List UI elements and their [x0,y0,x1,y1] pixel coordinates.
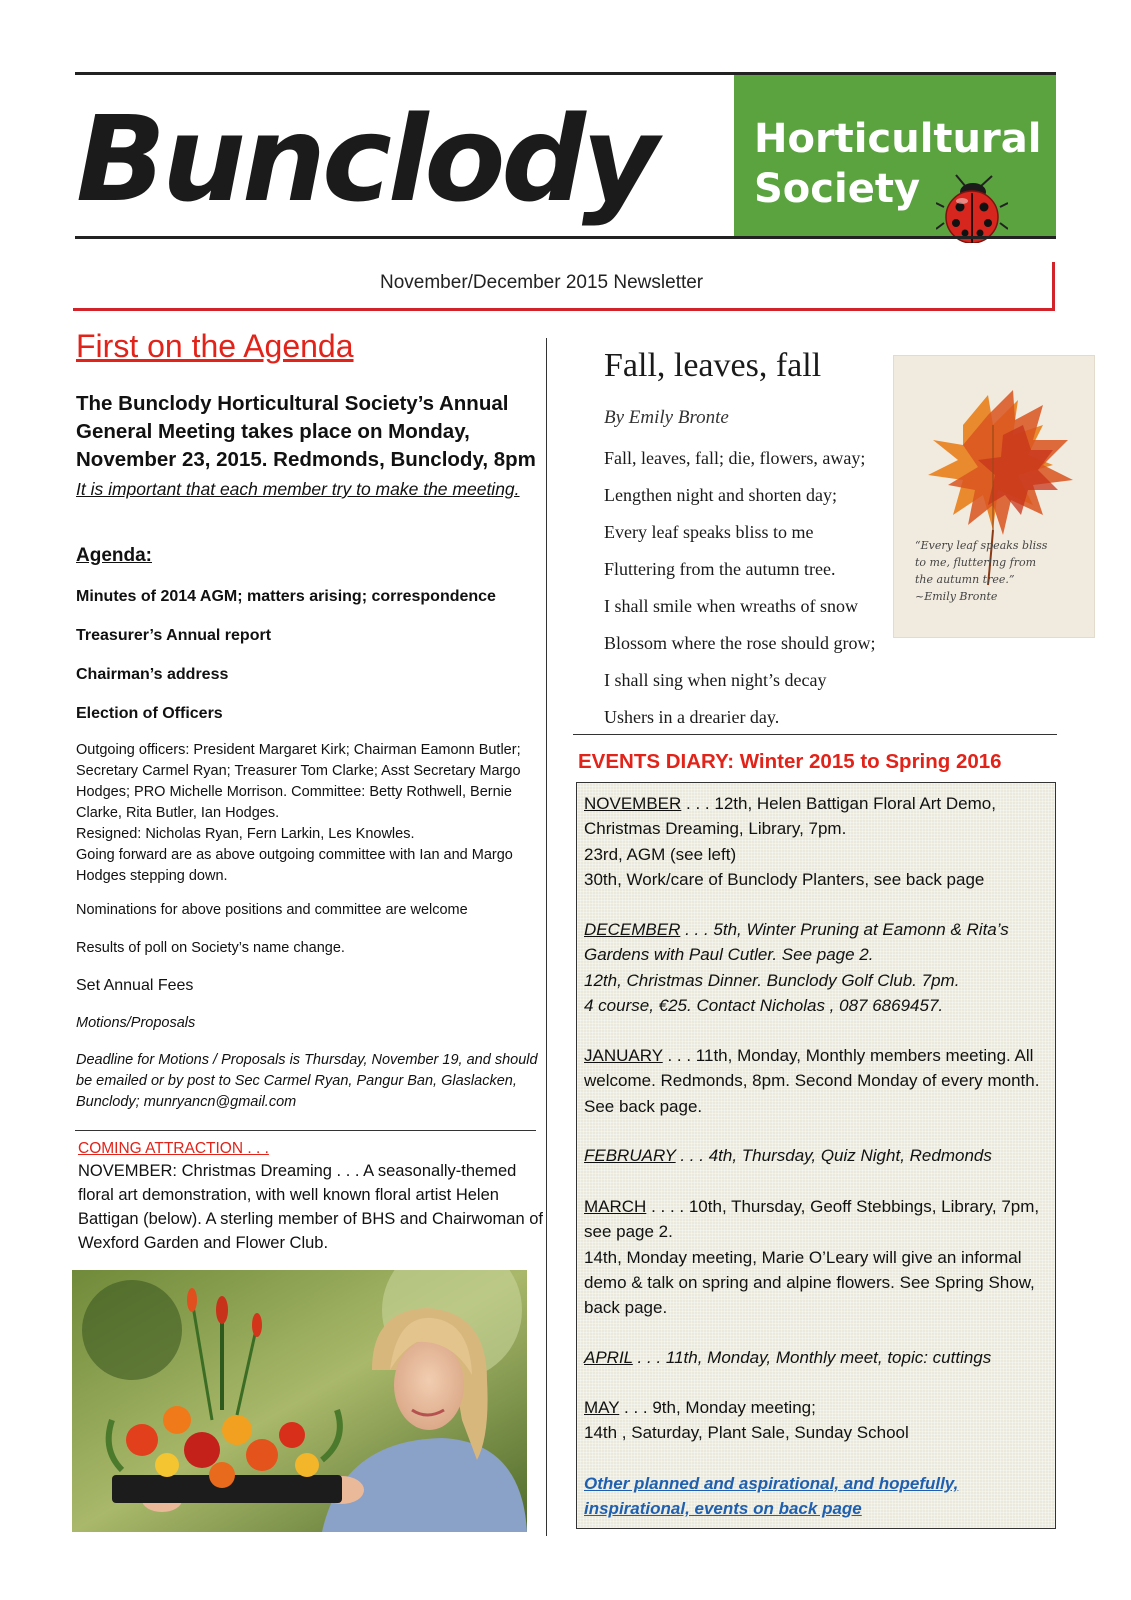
brand-title: Bunclody [76,90,655,228]
poem-line: I shall smile when wreaths of snow [604,596,858,616]
event-month: MARCH [584,1197,647,1216]
poem-line: Every leaf speaks bliss to me [604,522,814,542]
leaf-quote-line: “Every leaf speaks bliss [915,539,1048,552]
poem-line: Fluttering from the autumn tree. [604,559,836,579]
society-line-1: Horticultural [754,116,1042,162]
event-text: . . . 5th, Winter Pruning at Eamonn & Rita’s Gardens with Paul Cutler. See page 2. [584,920,1009,965]
event-march [584,1194,1049,1320]
left-section-rule [75,1130,536,1131]
agenda-label: Agenda: [76,545,152,566]
poem-line: Ushers in a drearier day. [604,707,780,727]
coming-attraction-text: NOVEMBER: Christmas Dreaming . . . A seasonally-themed floral art demonstration, with well known floral artist Helen Battigan (below). A sterling member of BHS and Chairwoman of Wexford Garden and Flower Club. [78,1162,543,1252]
event-text: . . . 9th, Monday meeting; [619,1398,816,1417]
event-month: DECEMBER [584,920,681,939]
event-text: 14th , Saturday, Plant Sale, Sunday School [584,1423,909,1443]
event-text: . . . 11th, Monday, Monthly meet, topic: cuttings [632,1348,992,1367]
masthead-bottom-rule [75,236,1056,239]
agenda-item: Chairman’s address [76,666,229,683]
agenda-item: Minutes of 2014 AGM; matters arising; correspondence [76,588,496,605]
going-forward: Going forward are as above outgoing committee with Ian and Margo Hodges stepping down. [76,847,513,884]
newsletter-title: November/December 2015 Newsletter [380,272,704,293]
agenda-item: Treasurer’s Annual report [76,627,272,644]
event-may [584,1395,1049,1446]
nominations-text: Nominations for above positions and committee are welcome [76,902,468,918]
fees-text: Set Annual Fees [76,977,194,994]
event-december [584,917,1049,1018]
leaf-quote-line: to me, fluttering from [915,556,1037,569]
event-text: 12th, Christmas Dinner. Bunclody Golf Club. 7pm. [584,970,960,990]
motions-label: Motions/Proposals [76,1015,196,1031]
event-month: MAY [584,1398,620,1417]
agm-announcement: The Bunclody Horticultural Society’s Annual General Meeting takes place on Monday, November 23, 2015. Redmonds, Bunclody, 8pm [76,392,536,471]
poem-title: Fall, leaves, fall [604,347,822,384]
events-heading: EVENTS DIARY: Winter 2015 to Spring 2016 [578,750,1002,773]
leaf-quote-line: ~Emily Bronte [915,590,998,603]
coming-attraction-label: COMING ATTRACTION . . . [78,1140,269,1157]
right-section-rule [573,734,1057,735]
column-divider [546,338,547,1536]
agenda-heading: First on the Agenda [76,328,354,364]
resigned-officers: Resigned: Nicholas Ryan, Fern Larkin, Les Knowles. [76,826,415,842]
poll-text: Results of poll on Society’s name change. [76,940,345,956]
back-page-events-link[interactable]: Other planned and aspirational, and hopefully, inspirational, events on back page [584,1474,959,1518]
event-text: . . . 12th, Helen Battigan Floral Art Demo, Christmas Dreaming, Library, 7pm. [584,794,996,839]
leaf-quote-line: the autumn tree.” [915,573,1015,586]
society-banner [734,75,1056,236]
floral-arrangement-photo [72,1270,527,1532]
poem-line: Fall, leaves, fall; die, flowers, away; [604,448,866,468]
outgoing-officers: Outgoing officers: President Margaret Kirk; Chairman Eamonn Butler; Secretary Carmel Ryan; Treasurer Tom Clarke; Asst Secretary Margo Hodges; PRO Michelle Morrison. Committee: Betty Rothwell, Bernie Clarke, Rita Butler, Ian Hodges. [76,742,521,821]
event-text: 23rd, AGM (see left) [584,844,737,864]
autumn-leaf-image [893,355,1095,638]
event-text: 14th, Monday meeting, Marie O’Leary will give an informal demo & talk on spring and alpine flowers. See Spring Show, back page. [584,1247,1035,1318]
society-line-2: Society [754,166,921,212]
poem-line: Lengthen night and shorten day; [604,485,837,505]
event-november [584,791,1049,892]
event-month: FEBRUARY [584,1146,676,1165]
event-month: NOVEMBER [584,794,682,813]
event-text: . . . 4th, Thursday, Quiz Night, Redmonds [675,1146,992,1165]
agm-note: It is important that each member try to make the meeting. [76,479,520,499]
event-text: . . . 11th, Monday, Monthly members meeting. All welcome. Redmonds, 8pm. Second Monday of every month. See back page. [584,1046,1040,1116]
red-accent-vertical [1052,262,1055,310]
event-february [584,1143,1049,1168]
deadline-text: Deadline for Motions / Proposals is Thursday, November 19, and should be emailed or by post to Sec Carmel Ryan, Pangur Ban, Glaslacken, Bunclody; munryancn@gmail.com [76,1052,538,1110]
event-january [584,1043,1049,1119]
officers-text [76,740,541,887]
poem-line: Blossom where the rose should grow; [604,633,876,653]
events-diary-box [576,782,1056,1529]
poem-line: I shall sing when night’s decay [604,670,827,690]
event-text: 30th, Work/care of Bunclody Planters, see back page [584,869,985,889]
red-accent-rule [73,308,1055,311]
poem-author: By Emily Bronte [604,407,729,428]
event-text: 4 course, €25. Contact Nicholas , 087 6869457. [584,995,944,1015]
event-text: . . . . 10th, Thursday, Geoff Stebbings, Library, 7pm, see page 2. [584,1197,1040,1242]
agenda-item: Election of Officers [76,705,223,722]
ladybug-icon [936,173,1008,243]
event-month: APRIL [584,1348,633,1367]
event-month: JANUARY [584,1046,663,1065]
event-april [584,1345,1049,1370]
